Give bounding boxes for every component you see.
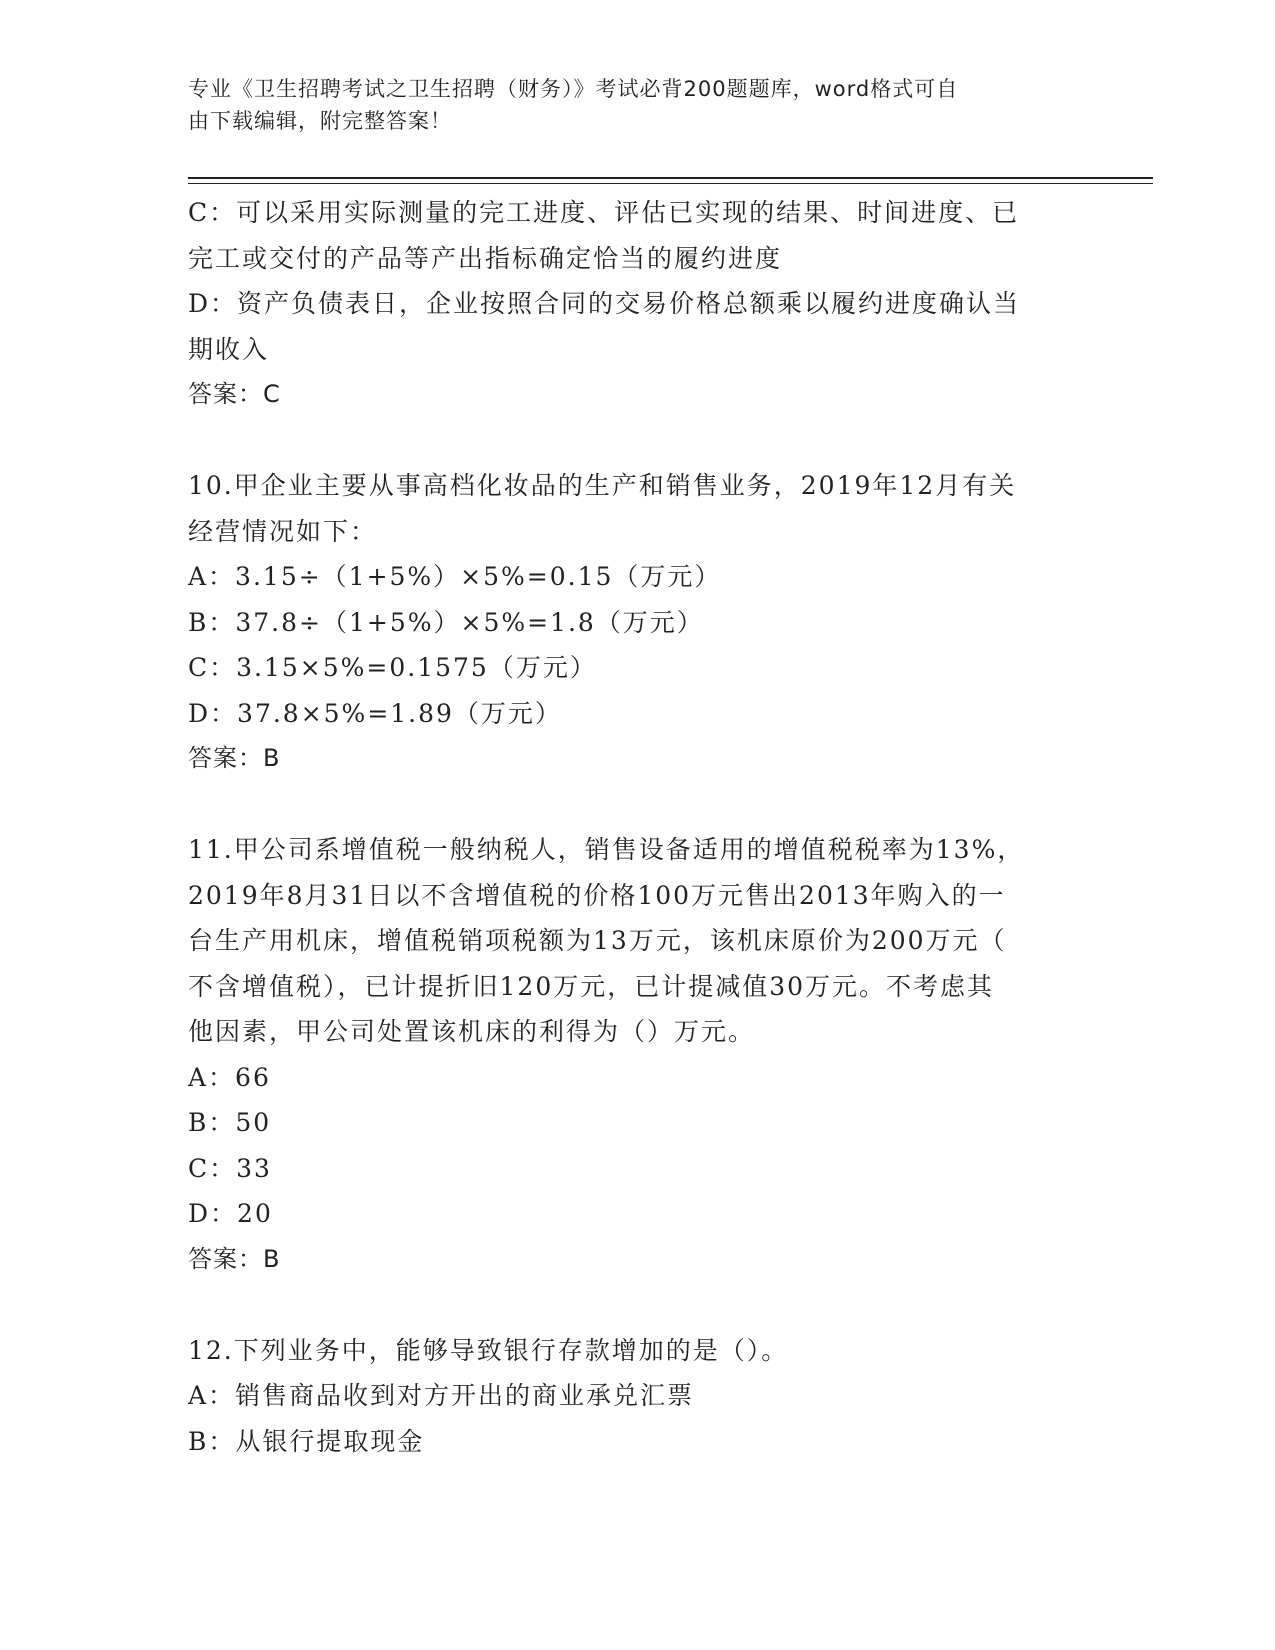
question-stem-line: 2019年8月31日以不含增值税的价格100万元售出2013年购入的一 — [188, 880, 1006, 910]
option-c: C：33 — [188, 1153, 272, 1183]
spacer — [188, 1282, 1088, 1328]
question-11 — [188, 827, 1088, 1282]
option-c-line-1: C：可以采用实际测量的完工进度、评估已实现的结果、时间进度、已 — [188, 198, 1020, 227]
option-d: D：20 — [188, 1199, 273, 1228]
document-header — [188, 73, 1068, 137]
option-b: B：50 — [188, 1108, 272, 1137]
question-stem-line: 台生产用机床，增值税销项税额为13万元，该机床原价为200万元（ — [188, 926, 1007, 955]
spacer — [188, 418, 1088, 464]
option-d-line-1: D：资产负债表日，企业按照合同的交易价格总额乘以履约进度确认当 — [188, 289, 1021, 318]
question-stem-line: 经营情况如下： — [188, 516, 378, 546]
option-a: A：3.15÷（1+5%）×5%=0.15（万元） — [188, 562, 722, 591]
question-12 — [188, 1328, 1088, 1465]
question-stem-line: 不含增值税），已计提折旧120万元，已计提减值30万元。不考虑其 — [188, 971, 995, 1001]
answer: 答案：B — [188, 1244, 281, 1273]
question-10 — [188, 463, 1088, 782]
option-c-line-2: 完工或交付的产品等产出指标确定恰当的履约进度 — [188, 243, 783, 273]
option-b: B：从银行提取现金 — [188, 1426, 425, 1456]
question-9-tail — [188, 190, 1088, 418]
question-stem-line: 12.下列业务中，能够导致银行存款增加的是（）。 — [188, 1335, 789, 1365]
question-stem-line: 10.甲企业主要从事高档化妆品的生产和销售业务，2019年12月有关 — [188, 471, 1017, 500]
header-line-1: 专业《卫生招聘考试之卫生招聘（财务）》考试必背200题题库，word格式可自 — [188, 77, 959, 101]
header-divider-thick — [188, 177, 1153, 179]
answer: 答案：C — [188, 380, 281, 408]
option-a: A：66 — [188, 1062, 271, 1092]
spacer — [188, 782, 1088, 828]
option-c: C：3.15×5%=0.1575（万元） — [188, 653, 597, 682]
option-d-line-2: 期收入 — [188, 334, 270, 364]
header-line-2: 由下载编辑，附完整答案！ — [188, 109, 452, 133]
option-b: B：37.8÷（1+5%）×5%=1.8（万元） — [188, 607, 704, 637]
option-a: A：销售商品收到对方开出的商业承兑汇票 — [188, 1381, 695, 1410]
question-stem-line: 他因素，甲公司处置该机床的利得为（）万元。 — [188, 1017, 756, 1046]
option-d: D：37.8×5%=1.89（万元） — [188, 698, 562, 728]
header-divider-thin — [188, 183, 1153, 184]
document-body — [188, 190, 1088, 1464]
question-stem-line: 11.甲公司系增值税一般纳税人，销售设备适用的增值税税率为13%， — [188, 835, 1025, 864]
answer: 答案：B — [188, 744, 281, 772]
